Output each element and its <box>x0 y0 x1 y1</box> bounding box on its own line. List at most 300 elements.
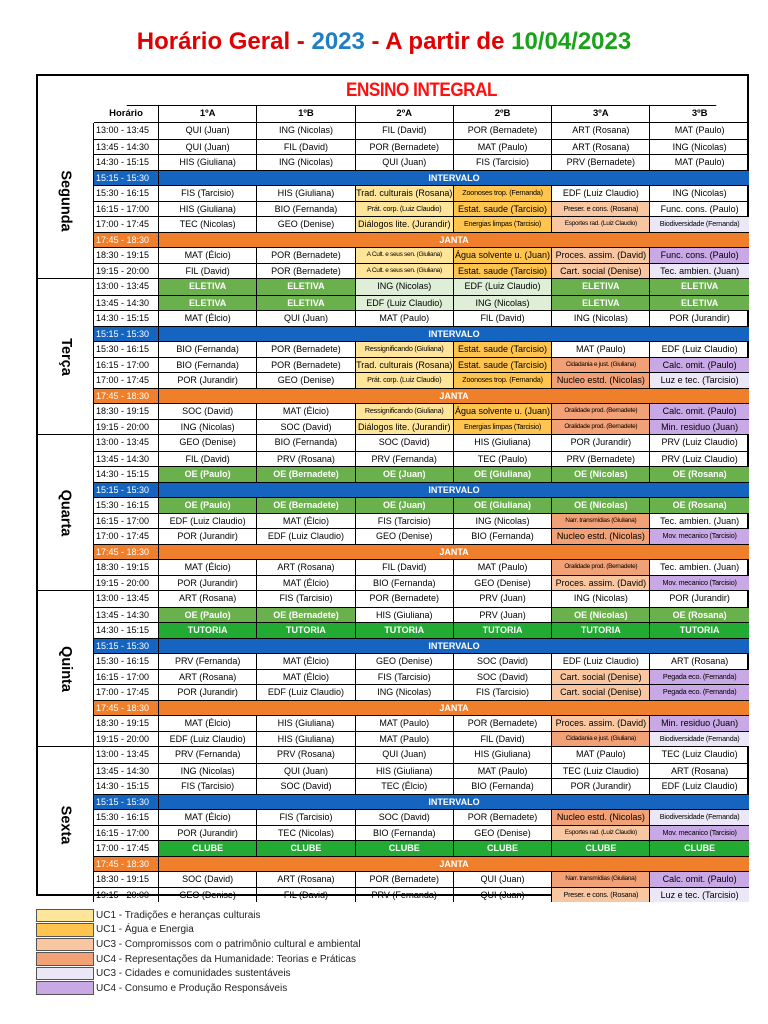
class-cell: MAT (Paulo) <box>552 342 650 357</box>
dinner-row <box>94 856 749 872</box>
day-name: Terça <box>57 337 74 376</box>
class-cell: PRV (Bernadete) <box>552 155 650 170</box>
class-cell: PRV (Luiz Claudio) <box>661 437 738 447</box>
class-cell: FIS (Tarcisio) <box>356 670 454 685</box>
class-cell: ING (Nicolas) <box>672 188 727 198</box>
class-cell: FIS (Tarcisio) <box>454 685 552 700</box>
day-rows <box>94 435 749 590</box>
header-class-2a: 2ºA <box>356 106 454 122</box>
class-cell: OE (Bernadete) <box>257 467 355 482</box>
class-cell: CLUBE <box>356 841 454 856</box>
class-cell: MAT (Paulo) <box>454 560 552 575</box>
class-cell: Oralidade prod. (Bernadete) <box>552 420 650 435</box>
column-header-row <box>94 106 749 123</box>
title-part2: - A partir de <box>364 28 512 55</box>
class-cell: EDF (Luiz Claudio) <box>552 186 650 201</box>
time-cell: 19:15 - 20:00 <box>94 732 159 747</box>
class-cell: POR (Bernadete) <box>257 264 355 279</box>
class-cell: HIS (Giuliana) <box>454 435 552 451</box>
time-cell: 18:30 - 19:15 <box>94 716 159 731</box>
time-cell: 15:30 - 16:15 <box>94 186 159 201</box>
class-cell: Narr. transmídias (Giuliana) <box>552 514 650 529</box>
class-cell: Diálogos lite. (Jurandir) <box>356 217 454 232</box>
day-label <box>38 435 94 590</box>
class-cell: Energias limpas (Tarcisio) <box>454 217 552 232</box>
day-name: Sexta <box>57 805 74 844</box>
day-label <box>38 123 94 278</box>
class-cell: MAT (Paulo) <box>454 764 552 779</box>
class-cell: Cidadania e just. (Giuliana) <box>552 732 650 747</box>
header-time: Horário <box>94 106 159 122</box>
legend-label: UC1 - Tradições e heranças culturais <box>96 909 261 921</box>
class-cell: FIS (Tarcisio) <box>257 810 355 825</box>
legend-swatch <box>36 923 94 937</box>
class-cell: MAT (Élcio) <box>159 560 257 575</box>
class-cell: PRV (Bernadete) <box>552 452 650 467</box>
class-cell: FIL (David) <box>159 264 257 279</box>
class-cell: MAT (Élcio) <box>159 248 257 263</box>
table-row <box>94 840 749 856</box>
legend-item <box>36 966 466 981</box>
class-cell: Zoonoses trop. (Fernanda) <box>454 373 552 388</box>
class-cell: Luz e tec. (Tarcisio) <box>650 373 748 388</box>
class-cell: QUI (Juan) <box>159 123 257 139</box>
class-cell: HIS (Giuliana) <box>159 155 257 170</box>
class-cell: OE (Giuliana) <box>454 498 552 513</box>
table-row <box>94 591 749 607</box>
legend-label: UC3 - Compromissos com o patrimônio cultural e ambiental <box>96 938 361 950</box>
time-cell: 14:30 - 15:15 <box>94 467 159 482</box>
class-cell: PRV (Fernanda) <box>356 452 454 467</box>
legend-swatch <box>36 981 94 995</box>
class-cell: Nucleo estd. (Nicolas) <box>552 529 650 544</box>
legend-swatch <box>36 967 94 981</box>
class-cell: PRV (Juan) <box>454 591 552 607</box>
class-cell: TUTORIA <box>356 623 454 638</box>
class-cell: MAT (Élcio) <box>257 670 355 685</box>
table-row <box>94 435 749 451</box>
class-cell: Calc. omit. (Paulo) <box>650 404 748 419</box>
page-title <box>0 28 768 56</box>
table-row <box>94 154 749 170</box>
legend-item <box>36 952 466 967</box>
class-cell: MAT (Élcio) <box>257 654 355 669</box>
class-cell: POR (Jurandir) <box>669 593 730 603</box>
class-cell: PRV (Fernanda) <box>356 888 454 903</box>
table-row <box>94 747 749 763</box>
class-cell: MAT (Paulo) <box>454 140 552 155</box>
class-cell: SOC (David) <box>159 404 257 419</box>
day-label <box>38 279 94 434</box>
time-cell: 14:30 - 15:15 <box>94 779 159 794</box>
class-cell: ART (Rosana) <box>671 765 729 776</box>
class-cell: FIL (David) <box>356 560 454 575</box>
class-cell: SOC (David) <box>159 872 257 887</box>
class-cell: SOC (David) <box>454 670 552 685</box>
time-cell: 17:00 - 17:45 <box>94 217 159 232</box>
class-cell: Estat. saude (Tarcisio) <box>454 358 552 373</box>
table-row <box>94 419 749 435</box>
class-cell: Prát. corp. (Luiz Claudio) <box>356 373 454 388</box>
table-row <box>94 372 749 388</box>
table-row <box>94 403 749 419</box>
time-cell: 13:45 - 14:30 <box>94 764 159 779</box>
class-cell: TUTORIA <box>650 623 748 638</box>
class-cell: GEO (Denise) <box>356 529 454 544</box>
class-cell: Mov. mecanico (Tarcisio) <box>650 529 748 544</box>
day-sexta <box>38 746 749 902</box>
class-cell: POR (Bernadete) <box>454 716 552 731</box>
time-cell: 16:15 - 17:00 <box>94 826 159 841</box>
class-cell: HIS (Giuliana) <box>454 747 552 763</box>
table-row <box>94 653 749 669</box>
class-cell: PRV (Fernanda) <box>159 747 257 763</box>
class-cell: ING (Nicolas) <box>159 764 257 779</box>
class-cell: Preser. e cons. (Rosana) <box>552 888 650 903</box>
title-part1: Horário Geral - <box>136 28 312 55</box>
time-cell: 15:30 - 16:15 <box>94 654 159 669</box>
time-cell: 15:30 - 16:15 <box>94 810 159 825</box>
time-cell: 19:15 - 20:00 <box>94 264 159 279</box>
class-cell: FIS (Tarcisio) <box>454 155 552 170</box>
class-cell: EDF (Luiz Claudio) <box>661 781 738 791</box>
class-cell: Estat. saude (Tarcisio) <box>454 202 552 217</box>
time-cell: 18:30 - 19:15 <box>94 560 159 575</box>
class-cell: OE (Paulo) <box>159 498 257 513</box>
class-cell: TEC (Luiz Claudio) <box>552 764 650 779</box>
class-cell: GEO (Denise) <box>356 654 454 669</box>
class-cell: MAT (Élcio) <box>257 514 355 529</box>
class-cell: ELETIVA <box>552 279 650 295</box>
table-row <box>94 279 749 295</box>
time-cell: 15:15 - 15:30 <box>94 483 159 498</box>
class-cell: Cart. social (Denise) <box>552 670 650 685</box>
class-cell: FIL (David) <box>159 452 257 467</box>
class-cell: GEO (Denise) <box>454 826 552 841</box>
table-row <box>94 310 749 326</box>
class-cell: Pegada eco. (Fernanda) <box>650 685 748 700</box>
legend-item <box>36 923 466 938</box>
table-row <box>94 669 749 685</box>
table-row <box>94 715 749 731</box>
class-cell: POR (Bernadete) <box>257 342 355 357</box>
class-cell: OE (Juan) <box>356 498 454 513</box>
class-cell: ING (Nicolas) <box>672 141 727 152</box>
class-cell: Proces. assim. (David) <box>552 248 650 263</box>
class-cell: ELETIVA <box>650 279 748 295</box>
legend-label: UC3 - Cidades e comunidades sustentáveis <box>96 968 291 980</box>
class-cell: ING (Nicolas) <box>356 685 454 700</box>
class-cell: OE (Paulo) <box>159 467 257 482</box>
class-cell: Luz e tec. (Tarcisio) <box>650 888 748 903</box>
class-cell: Biodiversidade (Fernanda) <box>650 810 748 825</box>
time-cell: 14:30 - 15:15 <box>94 311 159 326</box>
class-cell: Nucleo estd. (Nicolas) <box>552 373 650 388</box>
class-cell: ELETIVA <box>159 279 257 295</box>
class-cell: TEC (Élcio) <box>356 779 454 794</box>
class-cell: HIS (Giuliana) <box>356 764 454 779</box>
class-cell: QUI (Juan) <box>356 747 454 763</box>
class-cell: ART (Rosana) <box>552 140 650 155</box>
day-name: Quarta <box>57 489 74 536</box>
class-cell: PRV (Luiz Claudio) <box>661 453 738 464</box>
break-label: INTERVALO <box>428 172 480 183</box>
dinner-label: JANTA <box>439 858 469 869</box>
class-cell: Energias limpas (Tarcisio) <box>454 420 552 435</box>
class-cell: Calc. omit. (Paulo) <box>650 872 748 887</box>
class-cell: Tec. ambien. (Juan) <box>650 264 748 279</box>
class-cell: PRV (Fernanda) <box>159 654 257 669</box>
class-cell: ELETIVA <box>257 296 355 311</box>
class-cell: ELETIVA <box>552 296 650 311</box>
class-cell: BIO (Fernanda) <box>356 576 454 591</box>
class-cell: MAT (Élcio) <box>159 810 257 825</box>
table-row <box>94 575 749 591</box>
class-cell: GEO (Denise) <box>159 888 257 903</box>
class-cell: POR (Jurandir) <box>159 826 257 841</box>
days-body <box>38 123 749 902</box>
dinner-label: JANTA <box>439 234 469 245</box>
class-cell: POR (Bernadete) <box>356 140 454 155</box>
class-cell: OE (Rosana) <box>650 467 748 482</box>
time-cell: 17:45 - 18:30 <box>94 857 159 872</box>
legend-label: UC4 - Consumo e Produção Responsáveis <box>96 982 288 994</box>
dinner-row <box>94 544 749 560</box>
legend-item <box>36 937 466 952</box>
class-cell: TUTORIA <box>257 623 355 638</box>
class-cell: Zoonoses trop. (Fernanda) <box>454 186 552 201</box>
time-cell: 15:30 - 16:15 <box>94 498 159 513</box>
table-row <box>94 763 749 779</box>
class-cell: GEO (Denise) <box>257 217 355 232</box>
class-cell: POR (Jurandir) <box>159 685 257 700</box>
table-row <box>94 247 749 263</box>
class-cell: EDF (Luiz Claudio) <box>661 344 738 354</box>
time-cell: 17:45 - 18:30 <box>94 389 159 404</box>
class-cell: OE (Bernadete) <box>257 608 355 623</box>
program-header: ENSINO INTEGRAL <box>127 76 717 106</box>
time-cell: 14:30 - 15:15 <box>94 155 159 170</box>
day-name: Quinta <box>57 645 74 692</box>
day-segunda <box>38 123 749 278</box>
time-cell: 17:45 - 18:30 <box>94 233 159 248</box>
class-cell: QUI (Juan) <box>159 140 257 155</box>
class-cell: Água solvente u. (Juan) <box>454 248 552 263</box>
class-cell: ART (Rosana) <box>159 670 257 685</box>
class-cell: TEC (Nicolas) <box>257 826 355 841</box>
class-cell: ING (Nicolas) <box>356 279 454 295</box>
class-cell: MAT (Paulo) <box>356 716 454 731</box>
class-cell: ING (Nicolas) <box>257 155 355 170</box>
class-cell: Oralidade prod. (Bernadete) <box>552 560 650 575</box>
table-row <box>94 295 749 311</box>
class-cell: ELETIVA <box>257 279 355 295</box>
day-rows <box>94 123 749 278</box>
class-cell: ING (Nicolas) <box>552 311 650 326</box>
class-cell: POR (Jurandir) <box>669 313 730 323</box>
class-cell: OE (Giuliana) <box>454 467 552 482</box>
table-row <box>94 825 749 841</box>
class-cell: POR (Jurandir) <box>159 529 257 544</box>
time-cell: 17:00 - 17:45 <box>94 529 159 544</box>
legend-item <box>36 908 466 923</box>
class-cell: MAT (Paulo) <box>674 157 725 167</box>
class-cell: POR (Jurandir) <box>552 435 650 451</box>
class-cell: OE (Paulo) <box>159 608 257 623</box>
time-cell: 13:45 - 14:30 <box>94 452 159 467</box>
class-cell: Min. residuo (Juan) <box>650 716 748 731</box>
time-cell: 16:15 - 17:00 <box>94 358 159 373</box>
class-cell: EDF (Luiz Claudio) <box>552 654 650 669</box>
header-class-2b: 2ºB <box>454 106 552 122</box>
class-cell: EDF (Luiz Claudio) <box>159 514 257 529</box>
header-class-1b: 1ºB <box>257 106 355 122</box>
time-cell: 17:45 - 18:30 <box>94 701 159 716</box>
time-cell: 15:15 - 15:30 <box>94 327 159 342</box>
class-cell: BIO (Fernanda) <box>356 826 454 841</box>
class-cell: Estat. saude (Tarcisio) <box>454 342 552 357</box>
table-row <box>94 263 749 279</box>
class-cell: POR (Jurandir) <box>552 779 650 794</box>
day-quarta <box>38 434 749 590</box>
dinner-label: JANTA <box>439 546 469 557</box>
table-row <box>94 871 749 887</box>
class-cell: QUI (Juan) <box>454 872 552 887</box>
class-cell: BIO (Fernanda) <box>159 358 257 373</box>
class-cell: Mov. mecanico (Tarcisio) <box>650 576 748 591</box>
class-cell: FIS (Tarcisio) <box>257 591 355 607</box>
class-cell: POR (Bernadete) <box>257 358 355 373</box>
class-cell: Nucleo estd. (Nicolas) <box>552 810 650 825</box>
class-cell: EDF (Luiz Claudio) <box>257 685 355 700</box>
class-cell: EDF (Luiz Claudio) <box>356 296 454 311</box>
break-row <box>94 638 749 654</box>
class-cell: POR (Bernadete) <box>454 123 552 139</box>
time-cell: 13:00 - 13:45 <box>94 279 159 295</box>
class-cell: Func. cons. (Paulo) <box>660 203 739 214</box>
class-cell: Ressignificando (Giuliana) <box>356 404 454 419</box>
legend-swatch <box>36 909 94 923</box>
class-cell: QUI (Juan) <box>257 764 355 779</box>
class-cell: Diálogos lite. (Jurandir) <box>356 420 454 435</box>
class-cell: Proces. assim. (David) <box>552 716 650 731</box>
time-cell: 19:15 - 20:00 <box>94 576 159 591</box>
class-cell: MAT (Paulo) <box>356 311 454 326</box>
class-cell: BIO (Fernanda) <box>257 202 355 217</box>
class-cell: FIL (David) <box>257 888 355 903</box>
class-cell: MAT (Paulo) <box>674 125 725 135</box>
table-row <box>94 887 749 903</box>
time-cell: 13:00 - 13:45 <box>94 591 159 607</box>
class-cell: HIS (Giuliana) <box>159 202 257 217</box>
class-cell: Biodiversidade (Fernanda) <box>650 217 748 232</box>
day-label <box>38 747 94 902</box>
time-cell: 18:30 - 19:15 <box>94 404 159 419</box>
break-label: INTERVALO <box>428 796 480 807</box>
class-cell: POR (Bernadete) <box>257 248 355 263</box>
dinner-label: JANTA <box>439 702 469 713</box>
table-row <box>94 185 749 201</box>
class-cell: PRV (Rosana) <box>257 452 355 467</box>
day-rows <box>94 279 749 434</box>
table-row <box>94 622 749 638</box>
class-cell: CLUBE <box>650 841 748 856</box>
class-cell: FIS (Tarcisio) <box>159 779 257 794</box>
class-cell: HIS (Giuliana) <box>257 732 355 747</box>
class-cell: MAT (Élcio) <box>257 404 355 419</box>
class-cell: POR (Bernadete) <box>356 591 454 607</box>
class-cell: MAT (Élcio) <box>159 716 257 731</box>
time-cell: 17:45 - 18:30 <box>94 545 159 560</box>
dinner-row <box>94 232 749 248</box>
table-row <box>94 731 749 747</box>
class-cell: Trad. culturais (Rosana) <box>356 186 454 201</box>
class-cell: SOC (David) <box>356 810 454 825</box>
class-cell: SOC (David) <box>454 654 552 669</box>
class-cell: FIS (Tarcisio) <box>159 186 257 201</box>
break-row <box>94 170 749 186</box>
class-cell: ING (Nicolas) <box>552 591 650 607</box>
day-label <box>38 591 94 746</box>
table-row <box>94 559 749 575</box>
class-cell: ELETIVA <box>159 296 257 311</box>
time-cell: 19:15 - 20:00 <box>94 888 159 903</box>
time-cell: 15:15 - 15:30 <box>94 639 159 654</box>
time-cell: 13:00 - 13:45 <box>94 435 159 451</box>
schedule-table <box>36 74 749 900</box>
time-cell: 16:15 - 17:00 <box>94 670 159 685</box>
class-cell: BIO (Fernanda) <box>257 435 355 451</box>
table-row <box>94 684 749 700</box>
day-rows <box>94 747 749 902</box>
class-cell: Água solvente u. (Juan) <box>454 404 552 419</box>
day-rows <box>94 591 749 746</box>
dinner-label: JANTA <box>439 390 469 401</box>
class-cell: OE (Juan) <box>356 467 454 482</box>
legend-swatch <box>36 938 94 952</box>
title-date: 10/04/2023 <box>511 28 632 55</box>
class-cell: TEC (Paulo) <box>454 452 552 467</box>
header-class-3a: 3ºA <box>552 106 650 122</box>
time-cell: 16:15 - 17:00 <box>94 514 159 529</box>
time-cell: 13:45 - 14:30 <box>94 140 159 155</box>
day-terca <box>38 278 749 434</box>
class-cell: BIO (Fernanda) <box>454 779 552 794</box>
class-cell: Cidadania e just. (Giuliana) <box>552 358 650 373</box>
class-cell: ART (Rosana) <box>552 123 650 139</box>
legend-label: UC1 - Água e Energia <box>96 924 194 936</box>
legend <box>36 908 466 996</box>
class-cell: QUI (Juan) <box>454 888 552 903</box>
legend-label: UC4 - Representações da Humanidade: Teorias e Práticas <box>96 953 356 965</box>
class-cell: TUTORIA <box>454 623 552 638</box>
class-cell: CLUBE <box>454 841 552 856</box>
class-cell: Mov. mecanico (Tarcisio) <box>650 826 748 841</box>
table-row <box>94 139 749 155</box>
class-cell: OE (Bernadete) <box>257 498 355 513</box>
class-cell: OE (Rosana) <box>650 608 748 623</box>
class-cell: MAT (Élcio) <box>257 576 355 591</box>
class-cell: TEC (Nicolas) <box>159 217 257 232</box>
class-cell: Func. cons. (Paulo) <box>650 248 748 263</box>
table-row <box>94 809 749 825</box>
break-label: INTERVALO <box>428 328 480 339</box>
break-row <box>94 326 749 342</box>
class-cell: Pegada eco. (Fernanda) <box>650 670 748 685</box>
table-row <box>94 778 749 794</box>
time-cell: 13:00 - 13:45 <box>94 123 159 139</box>
class-cell: MAT (Élcio) <box>159 311 257 326</box>
